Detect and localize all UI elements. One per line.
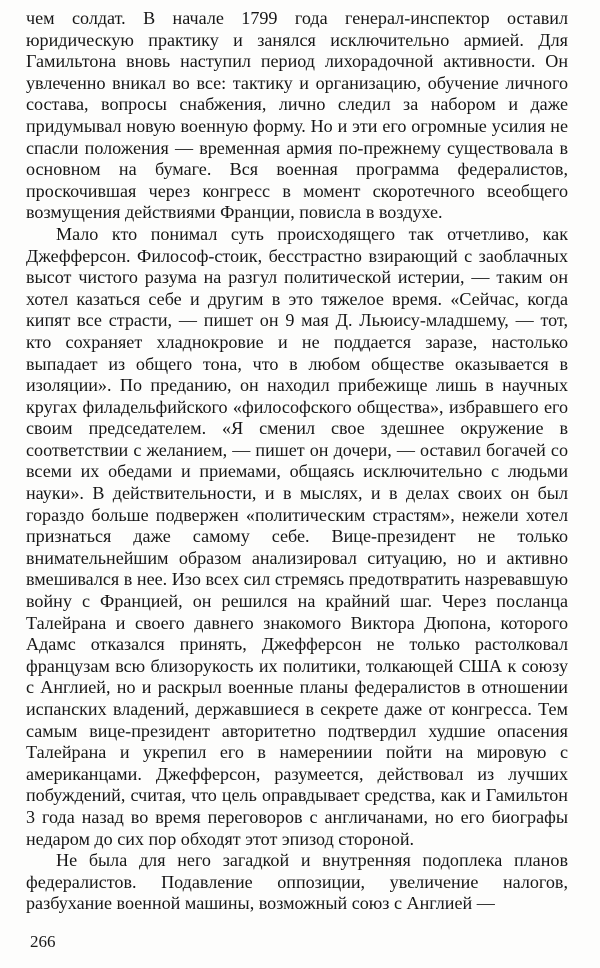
paragraph-3: Не была для него загадкой и внутренняя подоплека планов федералистов. Подавление оппозиции, увеличение налогов, разбухание военной машины, возможный союз с Англией —	[26, 850, 568, 914]
body-text	[26, 8, 568, 915]
paragraph-1-continuation: чем солдат. В начале 1799 года генерал-инспектор оставил юридическую практику и занялся исключительно армией. Для Гамильтона вновь наступил период лихорадочной активности. Он увлеченно вникал во все: тактику и организацию, обучение личного состава, вопросы снабжения, лично следил за набором и даже придумывал новую военную форму. Но и эти его огромные усилия не спасли положения — временная армия по-прежнему существовала в основном на бумаге. Вся военная программа федералистов, проскочившая через конгресс в момент скоротечного всеобщего возмущения действиями Франции, повисла в воздухе.	[26, 8, 568, 223]
page-number: 266	[30, 932, 56, 951]
paragraph-2: Мало кто понимал суть происходящего так отчетливо, как Джефферсон. Философ-стоик, бесстрастно взирающий с заоблачных высот чистого разума на разгул политической истерии, — таким он хотел казаться себе и другим в это тяжелое время. «Сейчас, когда кипят все страсти, — пишет он 9 мая Д. Льюису-младшему, — тот, кто сохраняет хладнокровие и не поддается заразе, настолько выпадает из общего тона, что в любом обществе оказывается в изоляции». По преданию, он находил прибежище лишь в научных кругах филадельфийского «философского общества», избравшего его своим председателем. «Я сменил свое здешнее окружение в соответствии с желанием, — пишет он дочери, — оставил богачей со всеми их обедами и приемами, общаясь исключительно с людьми науки». В действительности, и в мыслях, и в делах своих он был гораздо больше подвержен «политическим страстям», нежели хотел признаться даже самому себе. Вице-президент не только внимательнейшим образом анализировал ситуацию, но и активно вмешивался в нее. Изо всех сил стремясь предотвратить назревавшую войну с Францией, он решился на крайний шаг. Через посланца Талейрана и своего давнего знакомого Виктора Дюпона, которого Адамс отказался принять, Джефферсон не только растолковал французам всю близорукость их политики, толкающей США к союзу с Англией, но и раскрыл военные планы федералистов в отношении испанских владений, державшиеся в секрете даже от конгресса. Тем самым вице-президент авторитетно подтвердил худшие опасения Талейрана и укрепил его в намерениии пойти на мировую с американцами. Джефферсон, разумеется, действовал из лучших побуждений, считая, что цель оправдывает средства, как и Гамильтон 3 года назад во время переговоров с англичанами, но его биографы недаром до сих пор обходят этот эпизод стороной.	[26, 223, 568, 849]
